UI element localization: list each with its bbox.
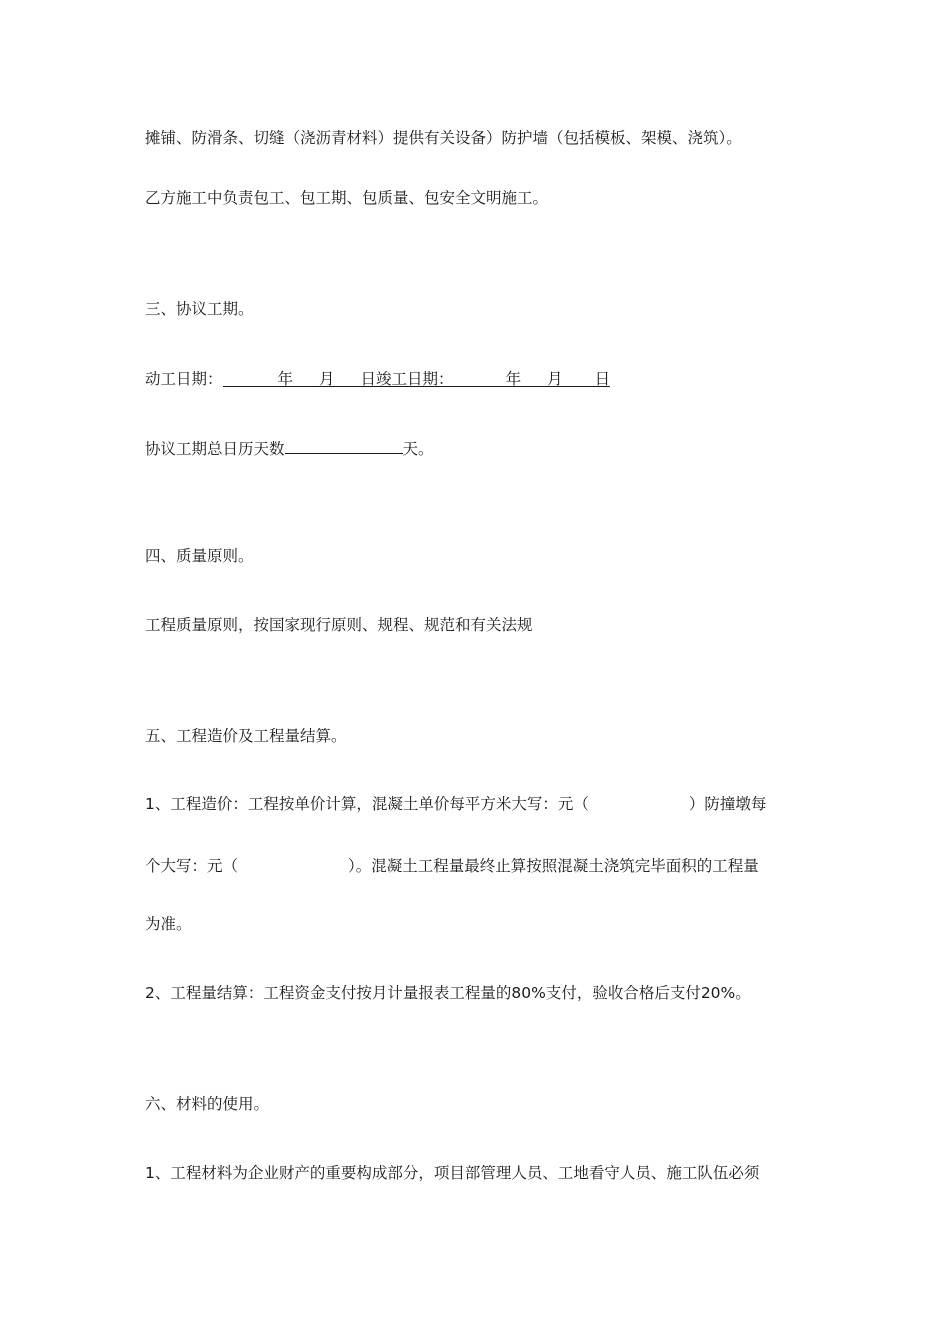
cost-text-c: 个大写：元（ <box>145 857 239 875</box>
day-label-2: 日 <box>594 370 611 388</box>
heading-section-5: 五、工程造价及工程量结算。 <box>145 727 347 745</box>
cost-text-b: ）防撞墩每 <box>688 795 767 813</box>
heading-section-3: 三、协议工期。 <box>145 300 254 318</box>
heading-section-6: 六、材料的使用。 <box>145 1095 270 1113</box>
paragraph-cost-2 <box>145 855 759 877</box>
month-label-2: 月 <box>547 370 563 388</box>
paragraph-materials: 1、工程材料为企业财产的重要构成部分，项目部管理人员、工地看守人员、施工队伍必须 <box>145 1164 760 1182</box>
total-days-label: 协议工期总日历天数 <box>145 440 285 458</box>
end-date-label: 日竣工日期： <box>360 370 454 388</box>
heading-section-4: 四、质量原则。 <box>145 547 254 565</box>
paragraph-settlement: 2、工程量结算：工程资金支付按月计量报表工程量的80%支付，验收合格后支付20%。 <box>145 984 751 1002</box>
start-date-label: 动工日期： <box>145 370 223 388</box>
total-days-suffix: 天。 <box>402 440 434 458</box>
paragraph-equipment: 摊铺、防滑条、切缝（浇沥青材料）提供有关设备）防护墙（包括模板、架模、浇筑）。 <box>145 129 742 147</box>
year-label-1: 年 <box>277 370 294 388</box>
year-label-2: 年 <box>505 370 522 388</box>
date-underline-group <box>223 368 611 387</box>
paragraph-dates <box>145 368 610 390</box>
paragraph-quality: 工程质量原则，按国家现行原则、规程、规范和有关法规 <box>145 616 533 634</box>
cost-text-a: 1、工程造价：工程按单价计算，混凝土单价每平方米大写：元（ <box>145 795 589 813</box>
paragraph-contractor-duty: 乙方施工中负责包工、包工期、包质量、包安全文明施工。 <box>145 189 549 207</box>
month-label-1: 月 <box>319 370 335 388</box>
paragraph-cost-3: 为准。 <box>145 915 192 933</box>
cost-text-d: ）。混凝土工程量最终止算按照混凝土浇筑完毕面积的工程量 <box>348 857 759 875</box>
total-days-blank <box>285 435 403 454</box>
paragraph-total-days <box>145 435 434 460</box>
paragraph-cost-1 <box>145 793 766 815</box>
